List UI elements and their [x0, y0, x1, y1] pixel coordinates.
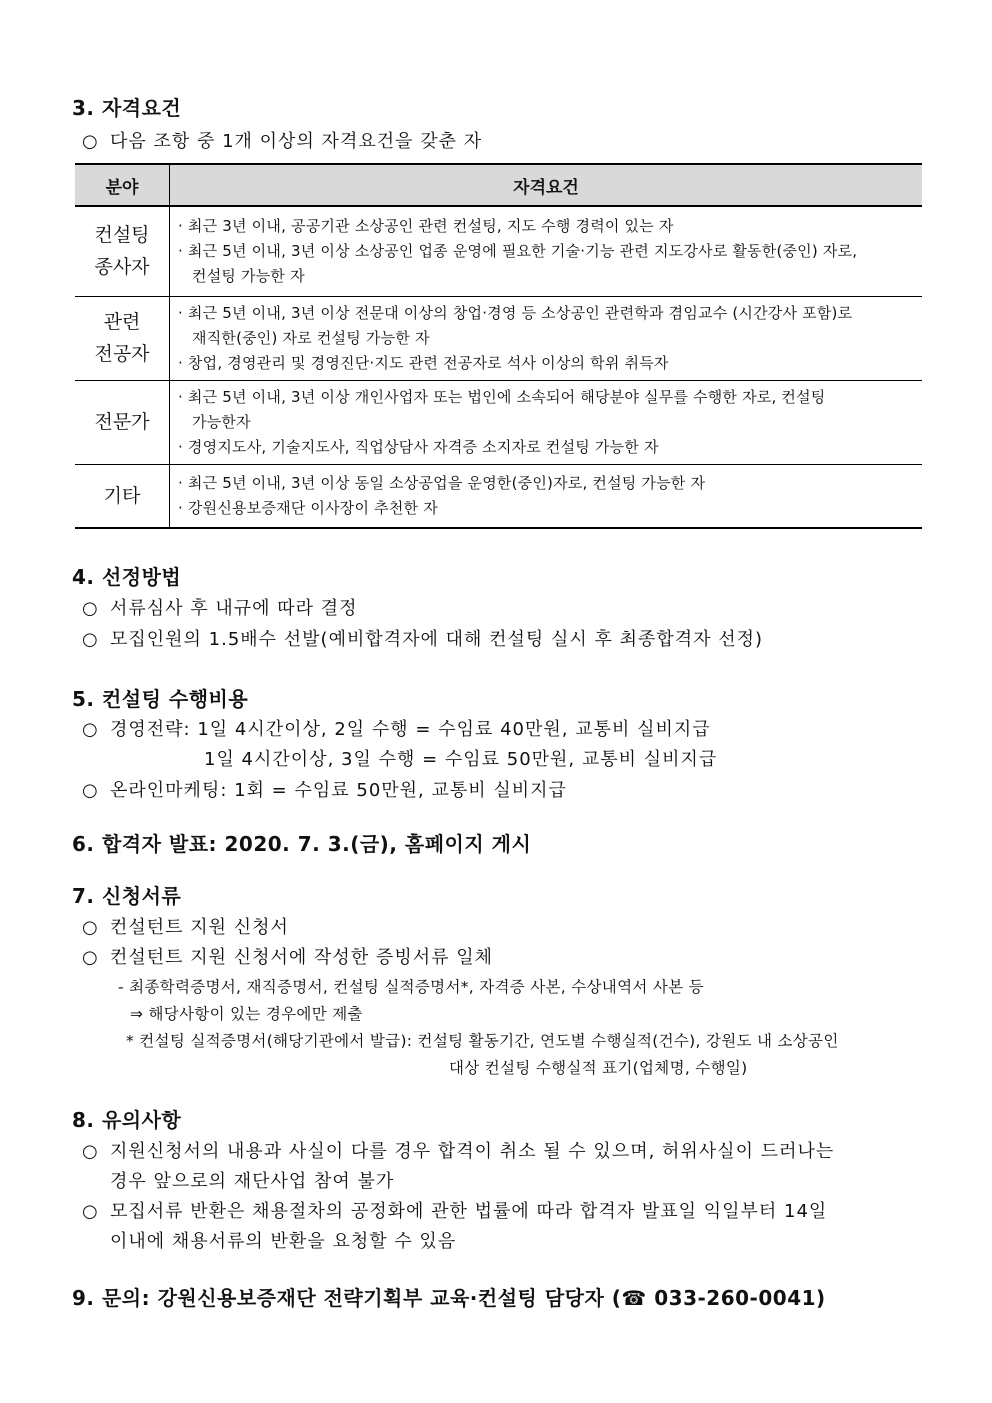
category-cell: 컨설팅 종사자	[75, 206, 170, 296]
requirement-cell: · 최근 5년 이내, 3년 이상 개인사업자 또는 법인에 소속되어 해당분야 실무를 수행한 자로, 컨설팅 가능한자 · 경영지도사, 기술지도사, 직업상담사 자격증 소지자로 컨설팅 가능한 자	[170, 380, 923, 464]
bullet-mark: ○	[82, 1141, 99, 1162]
category-cell: 기타	[75, 464, 170, 528]
section-7-sub-2: ⇒ 해당사항이 있는 경우에만 제출	[130, 1005, 363, 1023]
section-5-bullet-1-cont: 1일 4시간이상, 3일 수행 = 수임료 50만원, 교통비 실비지급	[204, 749, 718, 770]
section-8-bullet-1-cont: 경우 앞으로의 재단사업 참여 불가	[110, 1171, 395, 1192]
bullet-mark: ○	[82, 629, 99, 650]
qualification-table	[75, 163, 922, 529]
section-9-title: 9. 문의: 강원신용보증재단 전략기획부 교육·컨설팅 담당자 (☎ 033-260-0041)	[72, 1286, 826, 1310]
header-requirement: 자격요건	[170, 164, 923, 206]
section-7-note-1: * 컨설팅 실적증명서(해당기관에서 발급): 컨설팅 활동기간, 연도별 수행실적(건수), 강원도 내 소상공인	[126, 1032, 839, 1050]
section-3-bullet: ○ 다음 조항 중 1개 이상의 자격요건을 갖춘 자	[82, 131, 483, 152]
bullet-mark: ○	[82, 780, 99, 801]
section-7-sub-1: - 최종학력증명서, 재직증명서, 컨설팅 실적증명서*, 자격증 사본, 수상내역서 사본 등	[118, 978, 704, 996]
table-row	[75, 296, 922, 380]
section-5-title: 5. 컨설팅 수행비용	[72, 687, 249, 711]
section-4-bullet-1: ○ 서류심사 후 내규에 따라 결정	[82, 598, 358, 619]
requirement-cell: · 최근 5년 이내, 3년 이상 동일 소상공업을 운영한(중인)자로, 컨설팅 가능한 자 · 강원신용보증재단 이사장이 추천한 자	[170, 464, 923, 528]
bullet-mark: ○	[82, 1201, 99, 1222]
section-5-bullet-1: ○ 경영전략: 1일 4시간이상, 2일 수행 = 수임료 40만원, 교통비 실비지급	[82, 719, 711, 740]
section-8-bullet-2-cont: 이내에 채용서류의 반환을 요청할 수 있음	[110, 1231, 457, 1252]
table-row	[75, 380, 922, 464]
table-row	[75, 464, 922, 528]
section-7-bullet-1: ○ 컨설턴트 지원 신청서	[82, 917, 289, 938]
bullet-mark: ○	[82, 131, 99, 152]
section-7-title: 7. 신청서류	[72, 884, 182, 908]
section-7-bullet-2: ○ 컨설턴트 지원 신청서에 작성한 증빙서류 일체	[82, 947, 493, 968]
bullet-mark: ○	[82, 598, 99, 619]
bullet-mark: ○	[82, 719, 99, 740]
requirement-cell: · 최근 3년 이내, 공공기관 소상공인 관련 컨설팅, 지도 수행 경력이 있는 자 · 최근 5년 이내, 3년 이상 소상공인 업종 운영에 필요한 기술·기능 관련 지도강사로 활동한(중인) 자로, 컨설팅 가능한 자	[170, 206, 923, 296]
section-8-title: 8. 유의사항	[72, 1108, 182, 1132]
header-field: 분야	[75, 164, 170, 206]
bullet-mark: ○	[82, 917, 99, 938]
table-row	[75, 206, 922, 296]
section-4-bullet-2: ○ 모집인원의 1.5배수 선발(예비합격자에 대해 컨설팅 실시 후 최종합격자 선정)	[82, 629, 764, 650]
section-8-bullet-1: ○ 지원신청서의 내용과 사실이 다를 경우 합격이 취소 될 수 있으며, 허위사실이 드러나는	[82, 1141, 835, 1162]
requirement-cell: · 최근 5년 이내, 3년 이상 전문대 이상의 창업·경영 등 소상공인 관련학과 겸임교수 (시간강사 포함)로 재직한(중인) 자로 컨설팅 가능한 자 · 창업, 경영관리 및 경영진단·지도 관련 전공자로 석사 이상의 학위 취득자	[170, 296, 923, 380]
section-6-title: 6. 합격자 발표: 2020. 7. 3.(금), 홈페이지 게시	[72, 832, 532, 856]
section-3-title: 3. 자격요건	[72, 96, 182, 120]
category-cell: 전문가	[75, 380, 170, 464]
category-cell: 관련 전공자	[75, 296, 170, 380]
section-5-bullet-2: ○ 온라인마케팅: 1회 = 수임료 50만원, 교통비 실비지급	[82, 780, 567, 801]
table-header-row	[75, 164, 922, 206]
section-7-note-2: 대상 컨설팅 수행실적 표기(업체명, 수행일)	[449, 1059, 748, 1077]
section-4-title: 4. 선정방법	[72, 565, 182, 589]
bullet-mark: ○	[82, 947, 99, 968]
section-8-bullet-2: ○ 모집서류 반환은 채용절차의 공정화에 관한 법률에 따라 합격자 발표일 익일부터 14일	[82, 1201, 828, 1222]
